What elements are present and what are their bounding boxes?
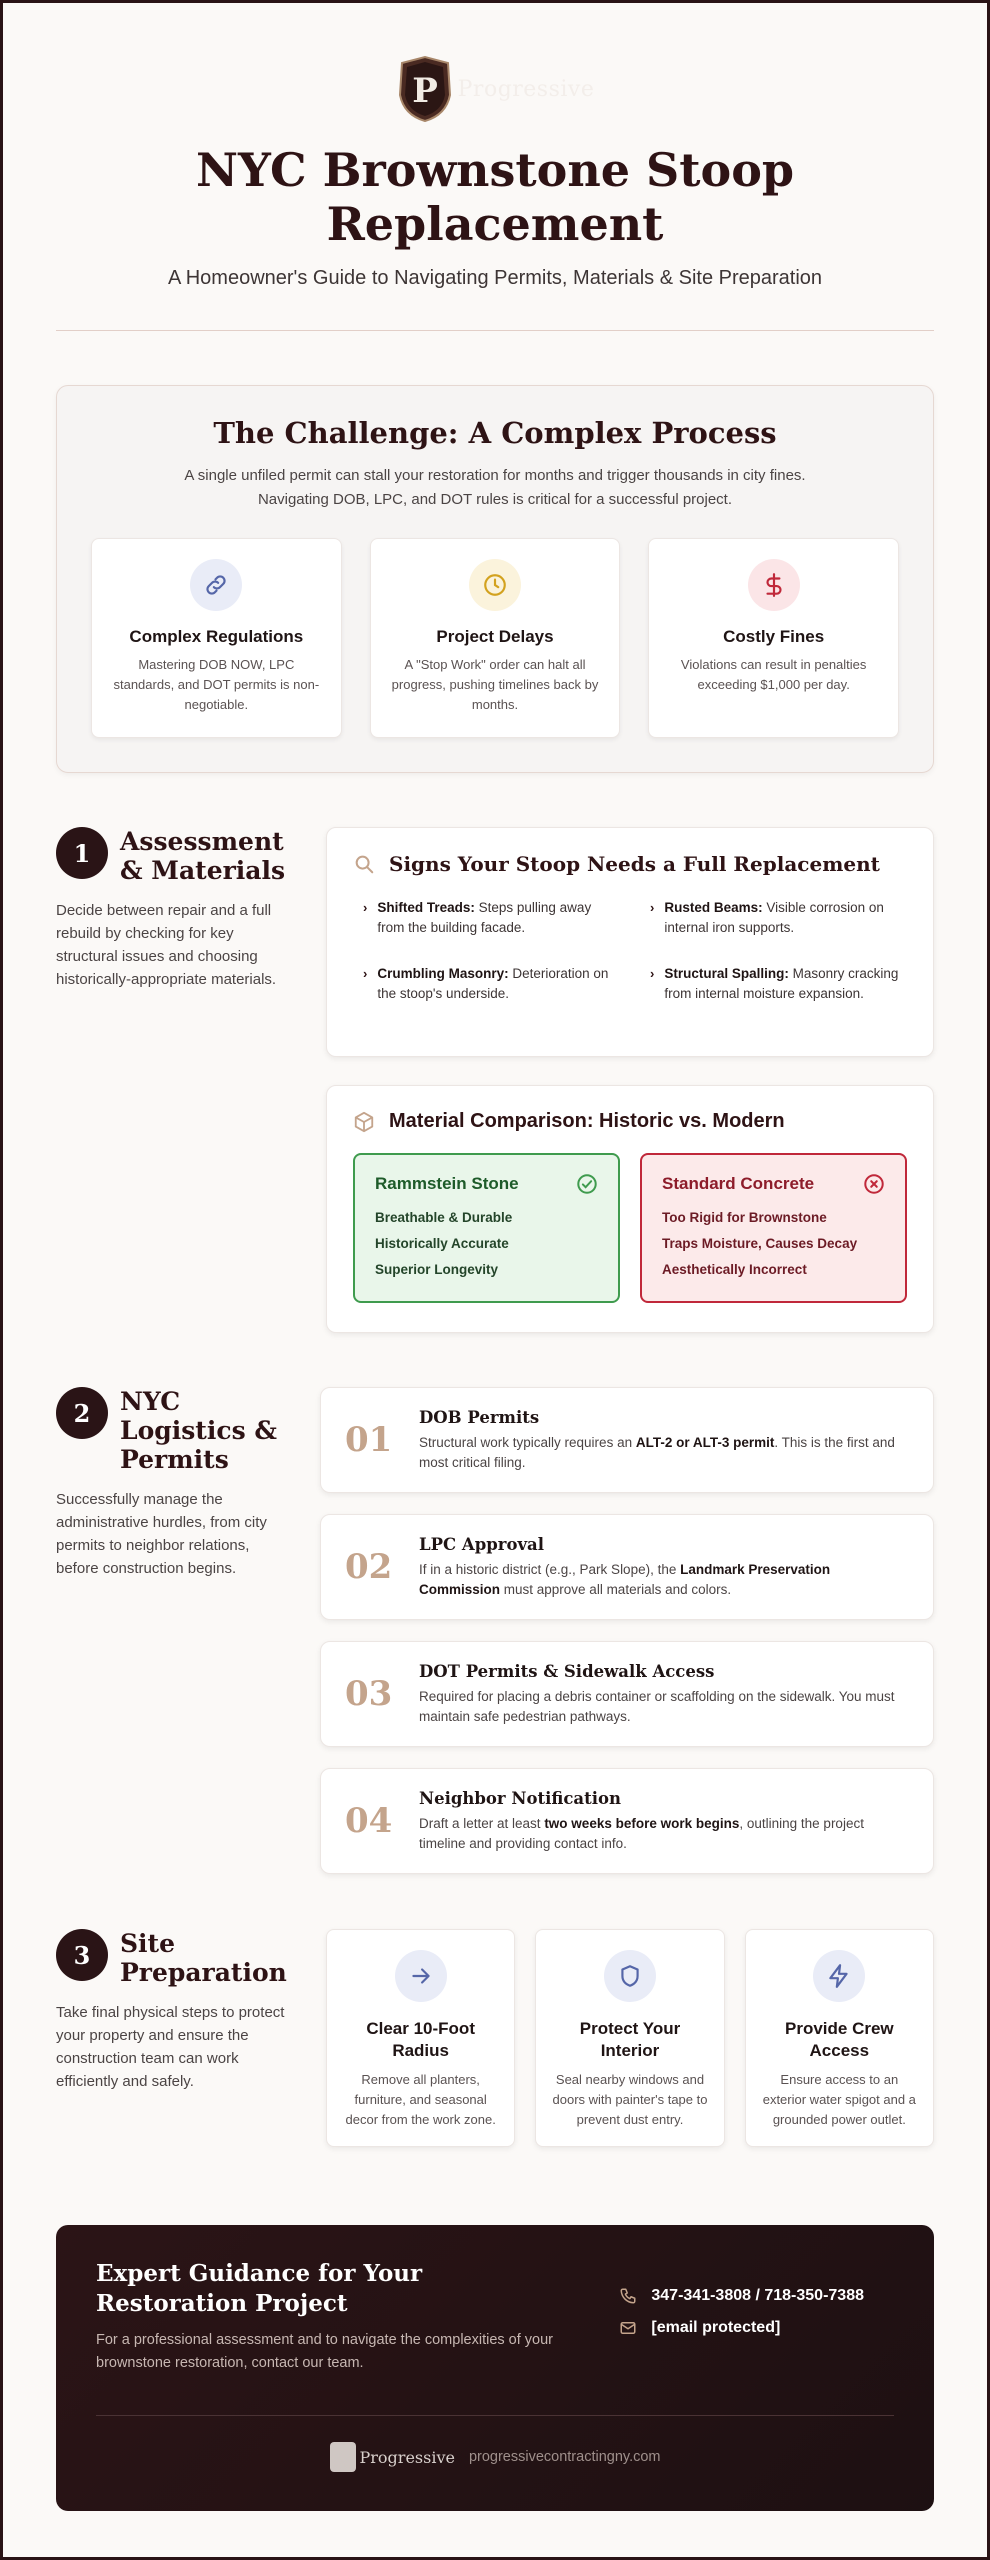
header [56, 3, 934, 331]
material-con: Traps Moisture, Causes Decay [662, 1236, 858, 1251]
phone-numbers[interactable]: 347-341-3808 / 718-350-7388 [651, 2287, 864, 2304]
material-pro: Historically Accurate [375, 1236, 509, 1251]
permit-text: Required for placing a debris container or scaffolding on the sidewalk. You must maintain safe pedestrian pathways. [419, 1688, 895, 1724]
chevron-right-icon: › [363, 900, 368, 915]
card-title: Project Delays [436, 627, 554, 646]
card-title: Protect Your Interior [579, 2019, 681, 2060]
permit-card [320, 1641, 934, 1747]
step-desc: Take final physical steps to protect your property and ensure the construction team can work efficiently and safely. [56, 2004, 285, 2090]
step-3-section [56, 1929, 934, 2147]
challenge-card [648, 538, 899, 738]
permit-number: 02 [345, 1547, 393, 1587]
email-address[interactable]: [email protected] [651, 2319, 781, 2336]
card-text: Violations can result in penalties exceeding $1,000 per day. [680, 657, 867, 692]
mail-icon [619, 2319, 637, 2337]
material-con: Aesthetically Incorrect [662, 1262, 807, 1277]
challenge-lead: A single unfiled permit can stall your restoration for months and trigger thousands in city fines. Navigating DOB, LPC, and DOT rules is critical for a successful project. [184, 467, 806, 508]
card-title: Provide Crew Access [784, 2019, 894, 2060]
sign-item: › Rusted Beams: Visible corrosion on internal iron supports. [650, 898, 907, 938]
permit-number: 01 [345, 1420, 393, 1460]
materials-panel [326, 1085, 934, 1333]
clock-icon [469, 559, 521, 611]
permit-text: Structural work typically requires an ALT-2 or ALT-3 permit. This is the first and most critical filing. [419, 1434, 895, 1470]
step-number: 1 [56, 827, 108, 879]
challenge-section [56, 385, 934, 773]
permit-title: DOB Permits [419, 1407, 540, 1427]
signs-title: Signs Your Stoop Needs a Full Replacement [389, 852, 880, 876]
challenge-title: The Challenge: A Complex Process [213, 416, 777, 450]
permit-text: If in a historic district (e.g., Park Slope), the Landmark Preservation Commission must approve all materials and colors. [419, 1561, 831, 1597]
permit-card [320, 1387, 934, 1493]
search-icon [353, 853, 375, 875]
logo-letter: P [411, 71, 438, 111]
page-title [56, 143, 934, 251]
step-desc: Decide between repair and a full rebuild by checking for key structural issues and choosing historically-appropriate materials. [56, 902, 277, 988]
phone-link[interactable] [619, 2287, 864, 2305]
permit-card [320, 1768, 934, 1874]
permit-title: Neighbor Notification [419, 1788, 621, 1808]
permit-title: DOT Permits & Sidewalk Access [419, 1661, 715, 1681]
challenge-card [91, 538, 342, 738]
materials-title: Material Comparison: Historic vs. Modern [389, 1110, 785, 1132]
step-1-section [56, 827, 934, 1333]
material-good-card [353, 1153, 620, 1303]
material-pro: Superior Longevity [375, 1262, 499, 1277]
permit-number: 03 [345, 1674, 393, 1714]
bolt-icon [813, 1950, 865, 2002]
step-desc: Successfully manage the administrative hurdles, from city permits to neighbor relations, before construction begins. [56, 1491, 267, 1577]
email-link[interactable] [619, 2319, 864, 2337]
x-circle-icon [863, 1173, 885, 1195]
footer-logo-word: Progressive [359, 2447, 455, 2467]
challenge-card [370, 538, 621, 738]
logo-badge-icon [396, 55, 454, 123]
step-number: 3 [56, 1929, 108, 1981]
card-title: Complex Regulations [129, 627, 304, 646]
permit-title: LPC Approval [419, 1534, 545, 1554]
site-prep-card [745, 1929, 934, 2147]
title-line-1: NYC Brownstone Stoop [195, 143, 795, 197]
contact-footer [56, 2225, 934, 2511]
card-title: Clear 10-Foot Radius [366, 2019, 475, 2060]
permit-number: 04 [345, 1801, 393, 1841]
logo-word: Progressive [457, 76, 595, 102]
material-bad-card [640, 1153, 907, 1303]
card-text: Remove all planters, furniture, and seasonal decor from the work zone. [345, 2072, 496, 2127]
footer-divider [96, 2415, 894, 2416]
card-text: Ensure access to an exterior water spigot and a grounded power outlet. [762, 2072, 916, 2127]
chevron-right-icon: › [650, 966, 655, 981]
page-subtitle: A Homeowner's Guide to Navigating Permits, Materials & Site Preparation [167, 267, 823, 289]
logo-mark-icon [330, 2442, 356, 2472]
phone-icon [619, 2287, 637, 2305]
chevron-right-icon: › [363, 966, 368, 981]
box-icon [353, 1111, 375, 1133]
material-name: Rammstein Stone [375, 1174, 519, 1193]
website-link[interactable]: progressivecontractingny.com [468, 2449, 661, 2465]
sign-item: › Crumbling Masonry: Deterioration on the stoop's underside. [363, 964, 620, 1004]
footer-title: Expert Guidance for Your Restoration Project [96, 2260, 423, 2317]
check-circle-icon [576, 1173, 598, 1195]
header-divider [56, 330, 934, 331]
step-title: Site Preparation [120, 1929, 287, 1987]
card-text: Seal nearby windows and doors with painter's tape to prevent dust entry. [552, 2072, 708, 2127]
card-text: A "Stop Work" order can halt all progress, pushing timelines back by months. [391, 657, 599, 712]
material-name: Standard Concrete [662, 1174, 815, 1193]
permit-text: Draft a letter at least two weeks before work begins, outlining the project timeline and providing contact info. [419, 1815, 864, 1851]
material-pro: Breathable & Durable [375, 1210, 513, 1225]
card-text: Mastering DOB NOW, LPC standards, and DOT permits is non-negotiable. [113, 657, 320, 712]
material-con: Too Rigid for Brownstone [662, 1210, 827, 1225]
title-line-2: Replacement [326, 197, 664, 251]
shield-icon [604, 1950, 656, 2002]
logo [56, 53, 934, 125]
link-icon [190, 559, 242, 611]
sign-item: › Shifted Treads: Steps pulling away from the building facade. [363, 898, 620, 938]
sign-item: › Structural Spalling: Masonry cracking from internal moisture expansion. [650, 964, 907, 1004]
signs-panel [326, 827, 934, 1057]
permit-card [320, 1514, 934, 1620]
dollar-icon [748, 559, 800, 611]
step-number: 2 [56, 1387, 108, 1439]
footer-logo [330, 2442, 455, 2472]
chevron-right-icon: › [650, 900, 655, 915]
site-prep-card [535, 1929, 724, 2147]
site-prep-card [326, 1929, 515, 2147]
footer-text: For a professional assessment and to navigate the complexities of your brownstone restoration, contact our team. [96, 2332, 553, 2371]
step-title: NYC Logistics & Permits [120, 1387, 277, 1474]
card-title: Costly Fines [723, 627, 825, 646]
step-title: Assessment & Materials [120, 827, 286, 885]
arrow-right-icon [395, 1950, 447, 2002]
page [56, 3, 934, 2511]
step-2-section [56, 1387, 934, 1895]
